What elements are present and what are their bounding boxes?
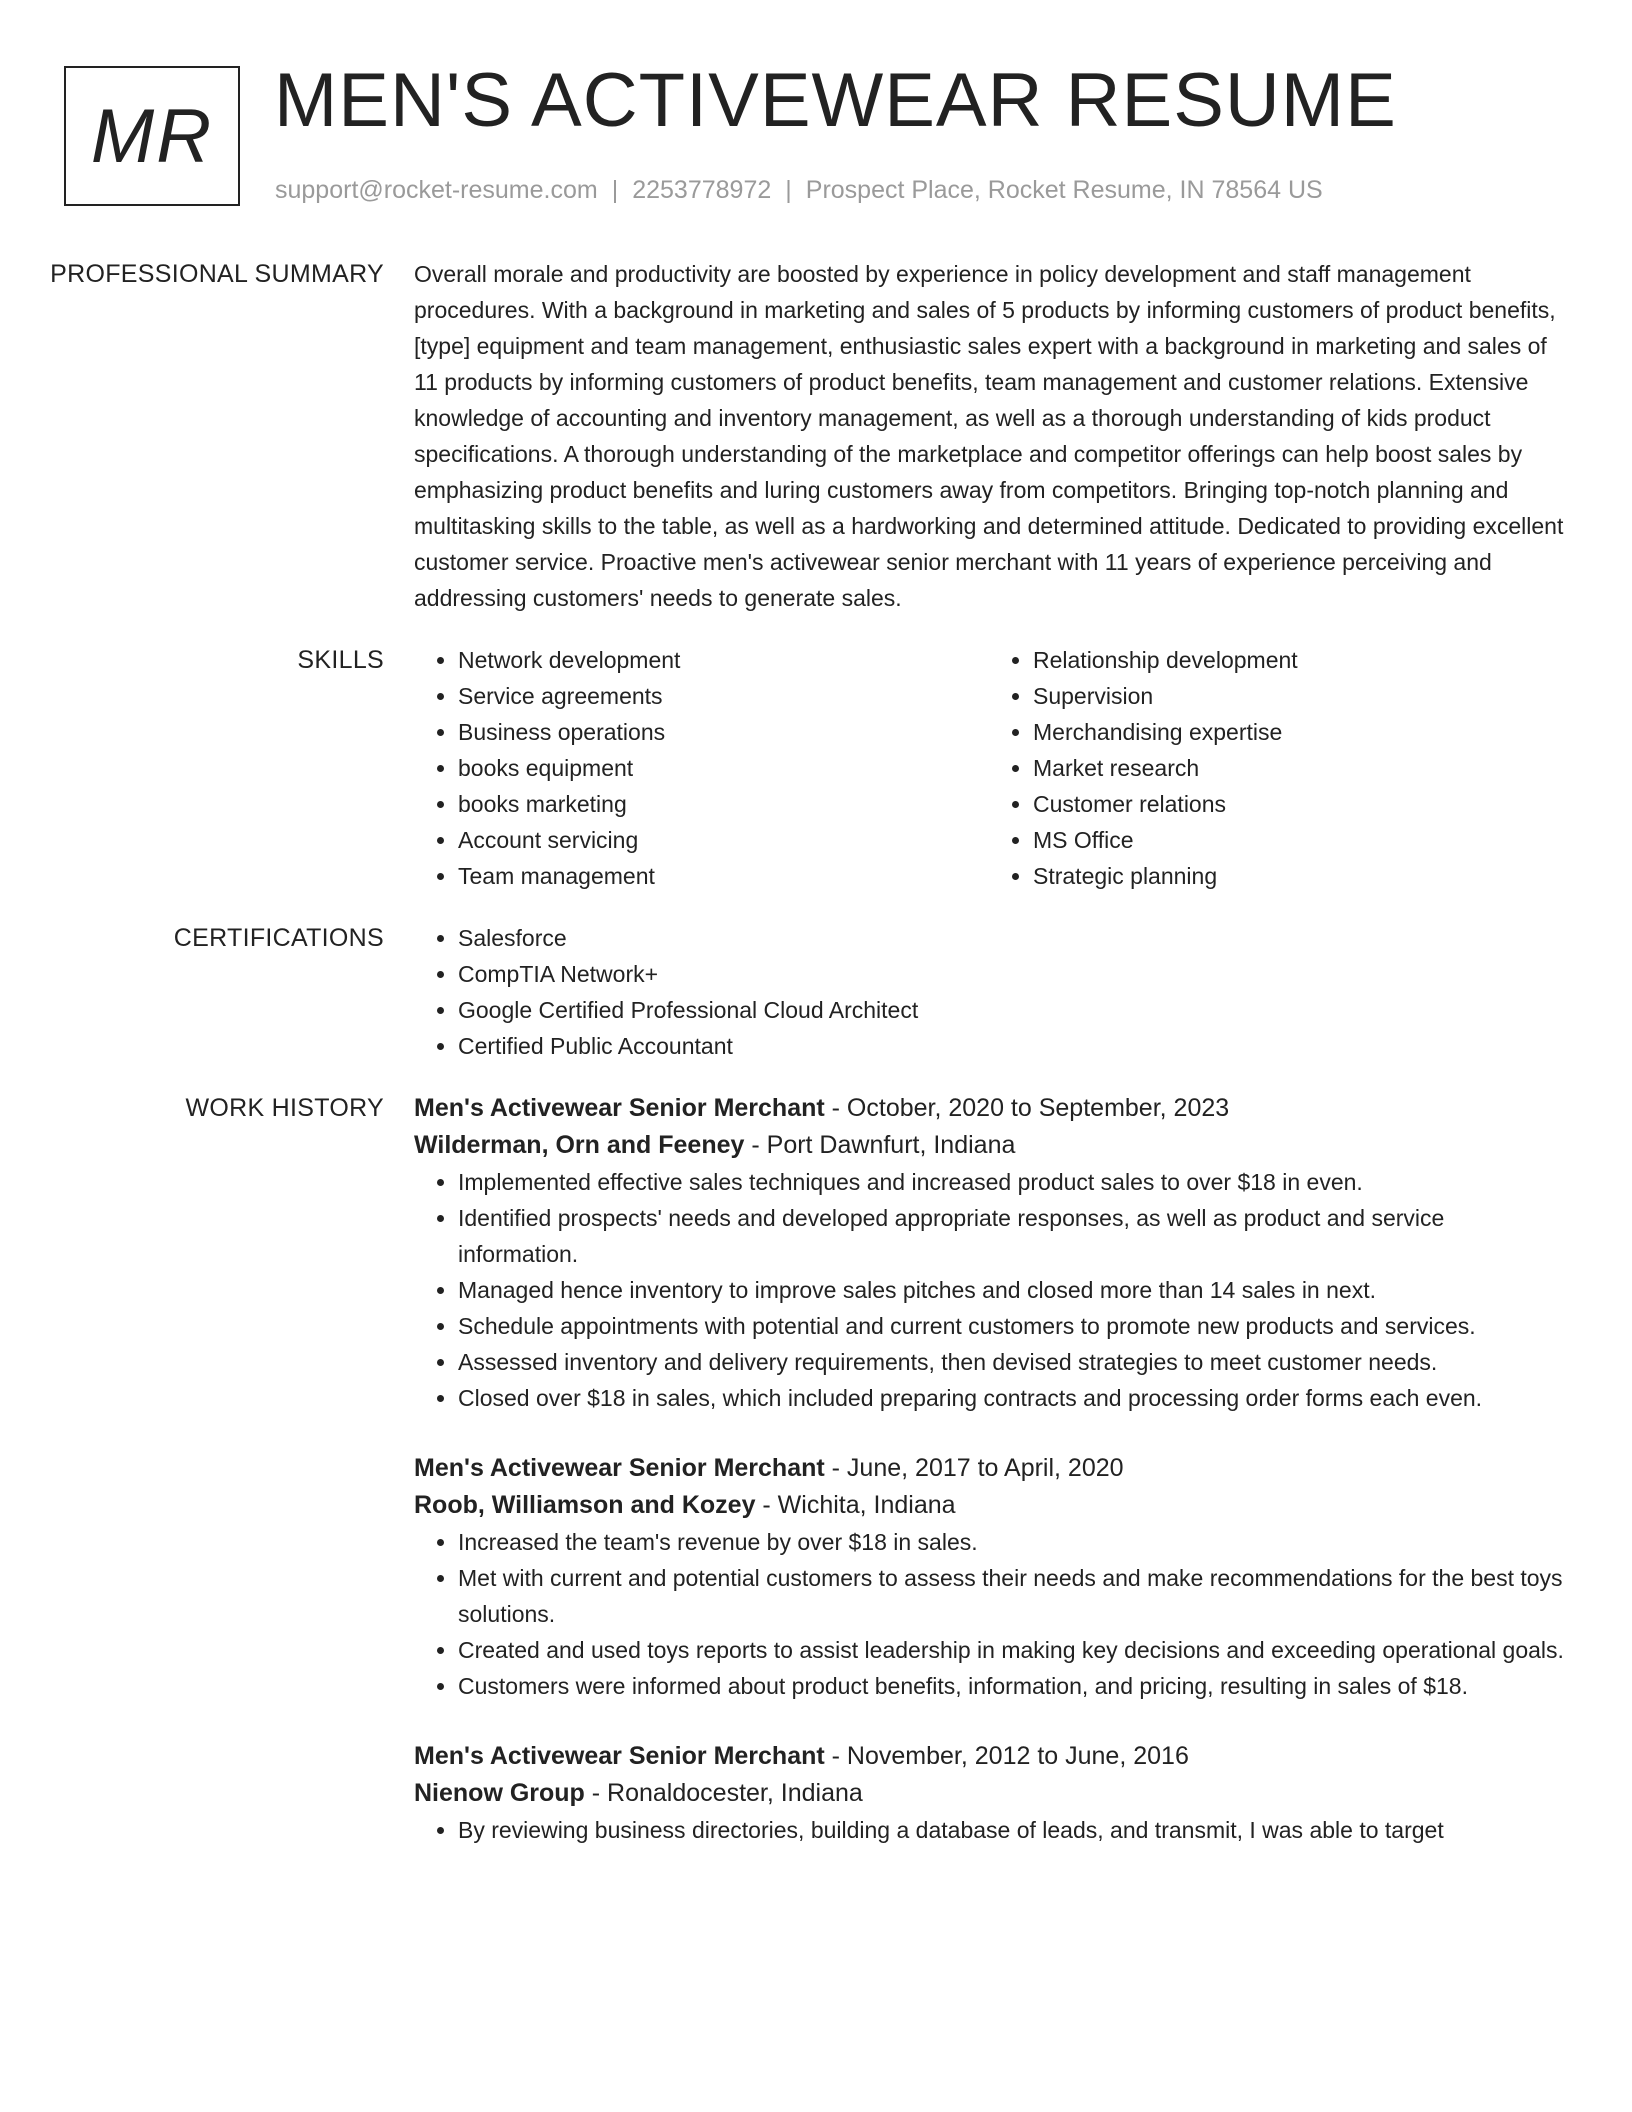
job-title: Men's Activewear Senior Merchant <box>414 1094 825 1122</box>
job-company-line <box>414 1487 1564 1524</box>
job-title-line <box>414 1450 1564 1487</box>
section-work-history <box>0 1090 1632 1882</box>
skill-item: • MS Office <box>1033 822 1564 858</box>
certification-item: • Salesforce <box>458 920 1564 956</box>
job-company-line <box>414 1127 1564 1164</box>
section-summary <box>0 256 1632 616</box>
job-location: - Wichita, Indiana <box>755 1491 956 1519</box>
job-title-line <box>414 1090 1564 1127</box>
certification-item: • CompTIA Network+ <box>458 956 1564 992</box>
skill-item: • books equipment <box>458 750 989 786</box>
contact-address: Prospect Place, Rocket Resume, IN 78564 US <box>805 176 1323 204</box>
work-history-list <box>414 1090 1564 1882</box>
page-title: MEN'S ACTIVEWEAR RESUME <box>274 58 1397 143</box>
job-bullet: • Identified prospects' needs and developed appropriate responses, as well as product and service information. <box>458 1200 1564 1272</box>
section-label-skills: SKILLS <box>297 646 384 674</box>
job-entry <box>414 1738 1564 1848</box>
skills-list-right <box>989 642 1564 894</box>
certification-item: • Certified Public Accountant <box>458 1028 1564 1064</box>
monogram-logo: MR <box>64 66 240 206</box>
certification-item: • Google Certified Professional Cloud Architect <box>458 992 1564 1028</box>
job-bullets <box>414 1524 1564 1704</box>
skill-item: • Network development <box>458 642 989 678</box>
skills-grid <box>414 642 1564 894</box>
contact-phone: 2253778972 <box>632 176 772 204</box>
skill-item: • Business operations <box>458 714 989 750</box>
job-title: Men's Activewear Senior Merchant <box>414 1454 825 1482</box>
job-bullet: • Created and used toys reports to assist leadership in making key decisions and exceeding operational goals. <box>458 1632 1564 1668</box>
section-label-summary: PROFESSIONAL SUMMARY <box>50 260 384 288</box>
skill-item: • Market research <box>1033 750 1564 786</box>
job-dates: - June, 2017 to April, 2020 <box>824 1454 1124 1482</box>
resume-sections <box>0 256 1632 1908</box>
skills-list-left <box>414 642 989 894</box>
job-bullet: • Closed over $18 in sales, which included preparing contracts and processing order forms each even. <box>458 1380 1564 1416</box>
section-body-summary <box>414 256 1564 616</box>
job-bullet: • Customers were informed about product benefits, information, and pricing, resulting in sales of $18. <box>458 1668 1564 1704</box>
contact-separator: | <box>611 176 619 204</box>
job-bullet: • By reviewing business directories, building a database of leads, and transmit, I was able to target <box>458 1812 1564 1848</box>
contact-separator: | <box>785 176 792 204</box>
job-bullets <box>414 1164 1564 1416</box>
job-company-line <box>414 1775 1564 1812</box>
job-location: - Port Dawnfurt, Indiana <box>744 1131 1016 1159</box>
job-company: Roob, Williamson and Kozey <box>414 1491 756 1519</box>
skill-item: • Team management <box>458 858 989 894</box>
skill-item: • Strategic planning <box>1033 858 1564 894</box>
job-dates: - November, 2012 to June, 2016 <box>824 1742 1189 1770</box>
job-title: Men's Activewear Senior Merchant <box>414 1742 825 1770</box>
section-label-work-history: WORK HISTORY <box>185 1094 384 1122</box>
job-bullet: • Assessed inventory and delivery requirements, then devised strategies to meet customer needs. <box>458 1344 1564 1380</box>
section-skills <box>0 642 1632 894</box>
skill-item: • Supervision <box>1033 678 1564 714</box>
job-bullets <box>414 1812 1564 1848</box>
skill-item: • Service agreements <box>458 678 989 714</box>
contact-line <box>275 172 1323 208</box>
skill-item: • books marketing <box>458 786 989 822</box>
section-body-certifications <box>414 920 1564 1064</box>
job-dates: - October, 2020 to September, 2023 <box>824 1094 1230 1122</box>
contact-email: support@rocket-resume.com <box>275 176 598 204</box>
job-title-line <box>414 1738 1564 1775</box>
section-label-certifications: CERTIFICATIONS <box>173 924 384 952</box>
job-company: Wilderman, Orn and Feeney <box>414 1131 745 1159</box>
job-entry <box>414 1450 1564 1704</box>
certifications-list <box>414 920 1564 1064</box>
job-bullet: • Schedule appointments with potential and current customers to promote new products and services. <box>458 1308 1564 1344</box>
skill-item: • Relationship development <box>1033 642 1564 678</box>
summary-text: Overall morale and productivity are boosted by experience in policy development and staff management procedures. With a background in marketing and sales of 5 products by informing customers of product benefits, [type] equipment and team management, enthusiastic sales expert with a background in marketing and sales of 11 products by informing customers of product benefits, team management and customer relations. Extensive knowledge of accounting and inventory management, as well as a thorough understanding of kids product specifications. A thorough understanding of the marketplace and competitor offerings can help boost sales by emphasizing product benefits and luring customers away from competitors. Bringing top-notch planning and multitasking skills to the table, as well as a hardworking and determined attitude. Dedicated to providing excellent customer service. Proactive men's activewear senior merchant with 11 years of experience perceiving and addressing customers' needs to generate sales. <box>414 261 1564 611</box>
job-bullet: • Increased the team's revenue by over $18 in sales. <box>458 1524 1564 1560</box>
skill-item: • Customer relations <box>1033 786 1564 822</box>
skill-item: • Account servicing <box>458 822 989 858</box>
skill-item: • Merchandising expertise <box>1033 714 1564 750</box>
job-company: Nienow Group <box>414 1779 585 1807</box>
job-bullet: • Met with current and potential customers to assess their needs and make recommendations for the best toys solutions. <box>458 1560 1564 1632</box>
section-certifications <box>0 920 1632 1064</box>
job-entry <box>414 1090 1564 1416</box>
job-bullet: • Managed hence inventory to improve sales pitches and closed more than 14 sales in next. <box>458 1272 1564 1308</box>
job-bullet: • Implemented effective sales techniques and increased product sales to over $18 in even. <box>458 1164 1564 1200</box>
job-location: - Ronaldocester, Indiana <box>584 1779 863 1807</box>
